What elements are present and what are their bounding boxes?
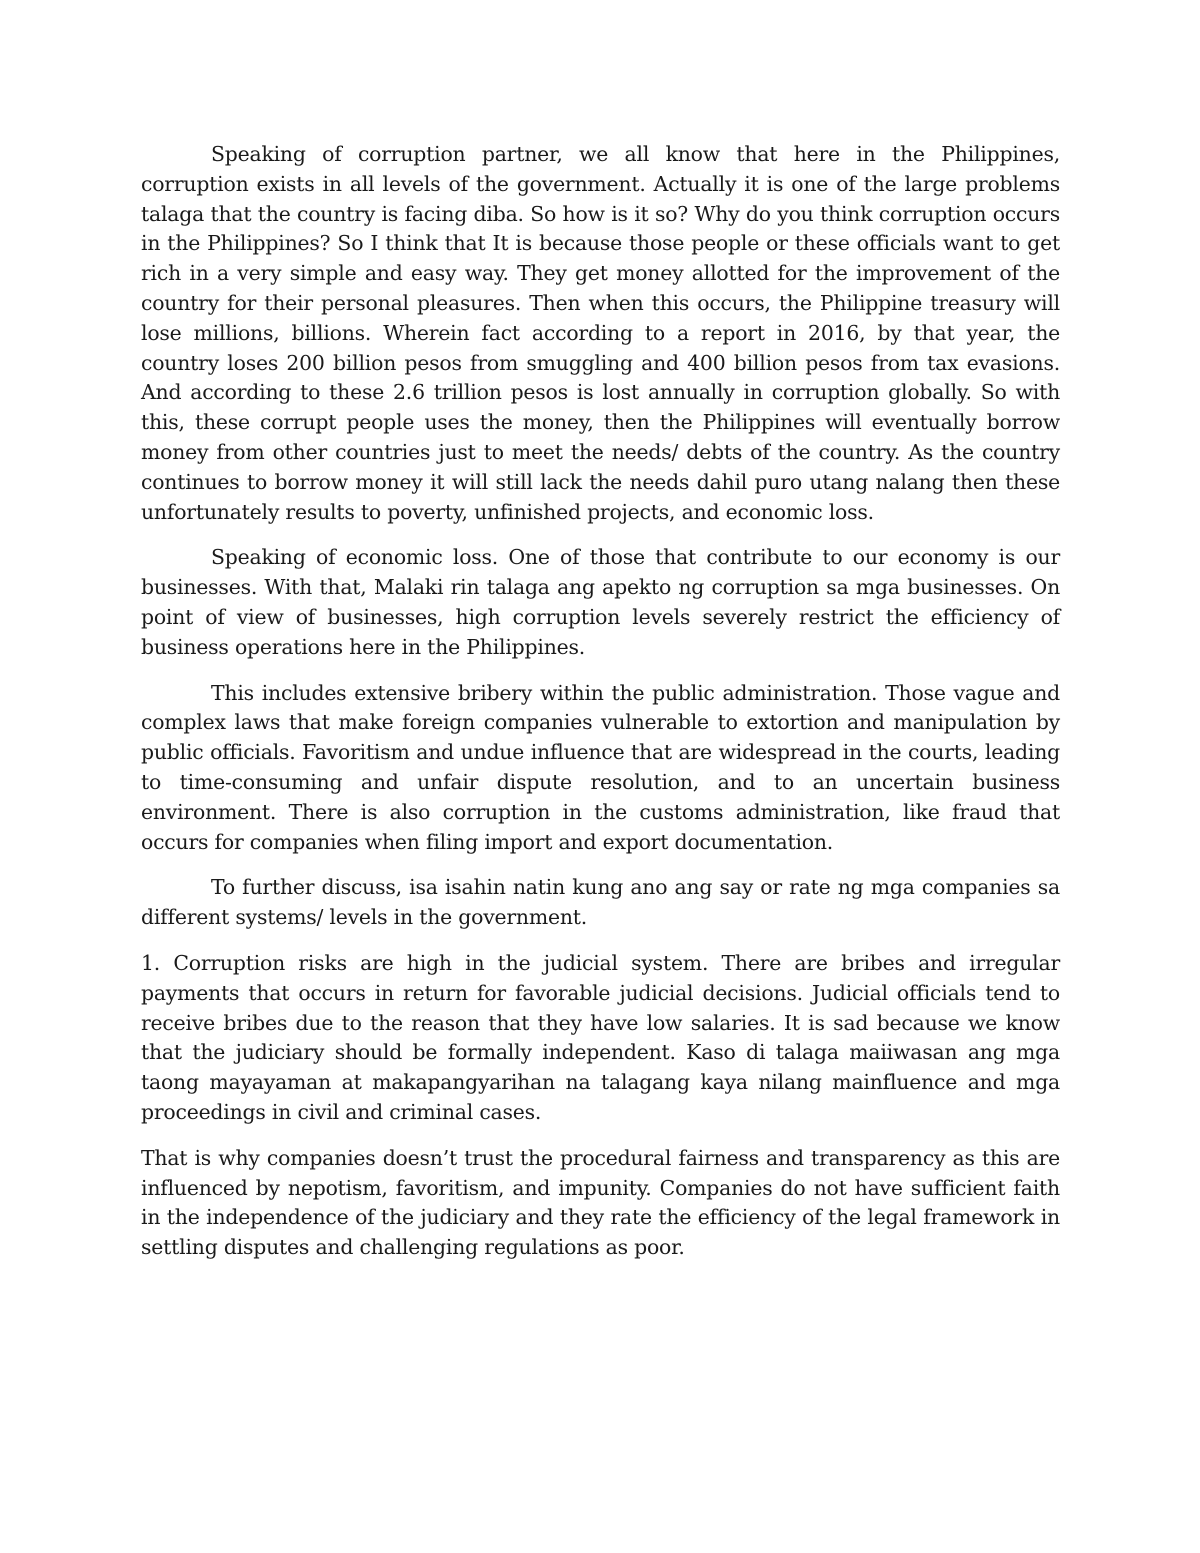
paragraph-companies-trust: That is why companies doesn’t trust the procedural fairness and transparency as this are influenced by nepotism, favoritism, and impunity. Companies do not have sufficient faith in the independence of the judiciary and they rate the efficiency of the legal framework in settling disputes and challenging regulations as poor. (141, 1145, 1060, 1260)
paragraph-further-discussion: To further discuss, isa isahin natin kung ano ang say or rate ng mga companies sa different systems/ levels in the government. (141, 875, 1060, 930)
paragraph-economic-loss: Speaking of economic loss. One of those that contribute to our economy is our businesses. With that, Malaki rin talaga ang apekto ng corruption sa mga businesses. On point of view of businesses, high corruption levels severely restrict the efficiency of business operations here in the Philippines. (141, 545, 1060, 659)
paragraph-corruption-overview: Speaking of corruption partner, we all know that here in the Philippines, corruption exists in all levels of the government. Actually it is one of the large problems talaga that the country is facing diba. So how is it so? Why do you think corruption occurs in the Philippines? So I think that It is because those people or these officials want to get rich in a very simple and easy way. They get money allotted for the improvement of the country for their personal pleasures. Then when this occurs, the Philippine treasury will lose millions, billions. Wherein fact according to a report in 2016, by that year, the country loses 200 billion pesos from smuggling and 400 billion pesos from tax evasions. And according to these 2.6 trillion pesos is lost annually in corruption globally. So with this, these corrupt people uses the money, then the Philippines will eventually borrow money from other countries just to meet the needs/ debts of the country. As the country continues to borrow money it will still lack the needs dahil puro utang nalang then these unfortunately results to poverty, unfinished projects, and economic loss. (141, 142, 1060, 524)
paragraph-judicial-system: 1. Corruption risks are high in the judicial system. There are bribes and irregular payments that occurs in return for favorable judicial decisions. Judicial officials tend to receive bribes due to the reason that they have low salaries. It is sad because we know that the judiciary should be formally independent. Kaso di talaga maiiwasan ang mga taong mayayaman at makapangyarihan na talagang kaya nilang mainfluence and mga proceedings in civil and criminal cases. (141, 950, 1060, 1124)
document-body (141, 140, 1060, 1279)
paragraph-business-impact: This includes extensive bribery within the public administration. Those vague and complex laws that make foreign companies vulnerable to extortion and manipulation by public officials. Favoritism and undue influence that are widespread in the courts, leading to time-consuming and unfair dispute resolution, and to an uncertain business environment. There is also corruption in the customs administration, like fraud that occurs for companies when filing import and export documentation. (141, 680, 1060, 854)
